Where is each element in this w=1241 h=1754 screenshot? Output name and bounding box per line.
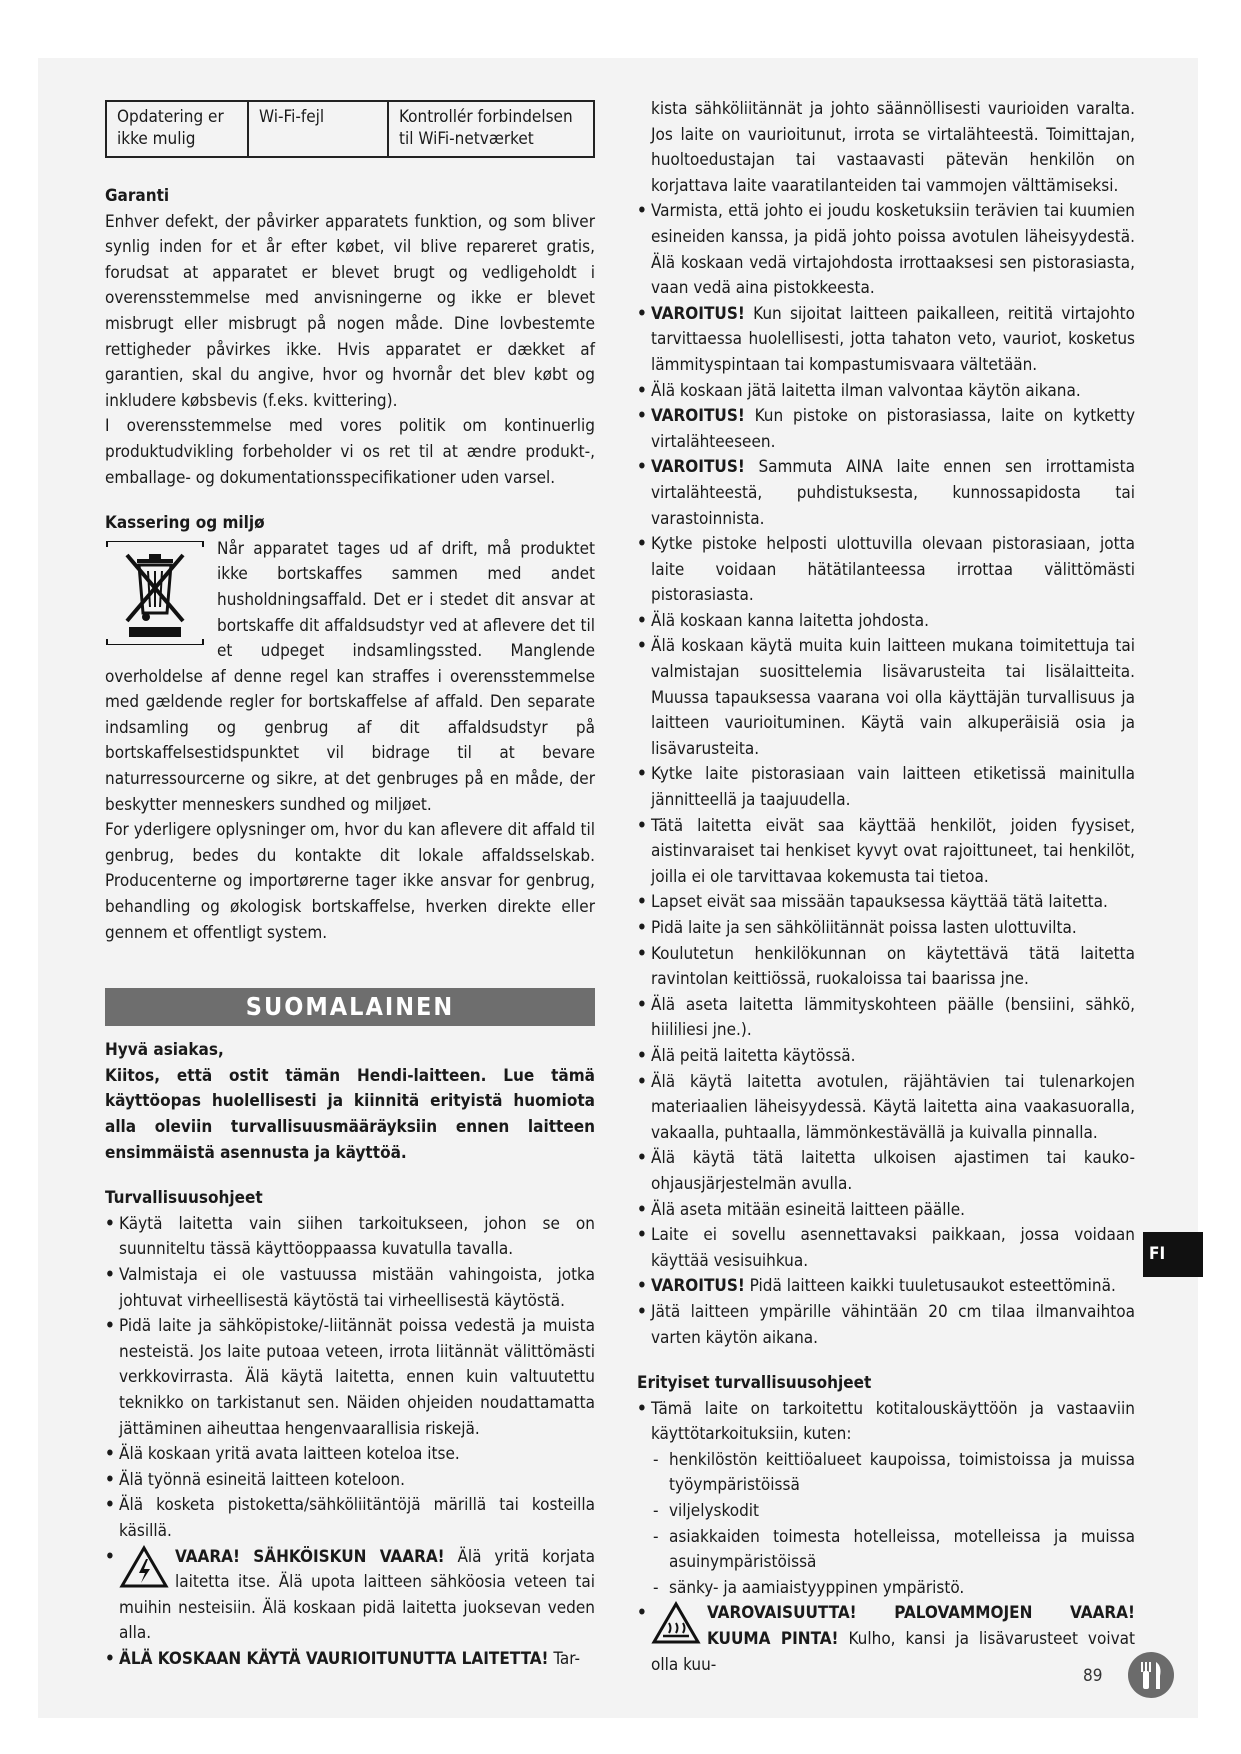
table-row: [106, 101, 594, 157]
burn-warning-text: Kulho, kansi ja lisävarusteet voivat olla kuu-: [651, 1629, 1135, 1675]
list-item: • Älä aseta mitään esineitä laitteen päälle.: [637, 1198, 1135, 1224]
language-tab: FI: [1143, 1232, 1203, 1277]
special-safety-list: [637, 1397, 1135, 1448]
continued-text: kista sähköliitännät ja johto säännöllisesti vaurioiden varalta. Jos laite on vaurioitunut, irrota se virtalähteestä. Toimittajan, huoltoedustajan tai vastaavasti pätevän henkilön on korjattava laite vaaratilanteiden tai vammojen välttämiseksi.: [651, 99, 1135, 196]
damaged-warning-text: Tar-: [548, 1648, 581, 1669]
list-item: • VAROITUS! Sammuta AINA laite ennen sen irrottamista virtalähteestä, puhdistuksesta, kunnossapidosta tai varastoinnista.: [637, 455, 1135, 532]
list-item: [105, 1545, 595, 1647]
list-item: - asiakkaiden toimesta hotelleissa, motelleissa ja muissa asuinympäristöissä: [651, 1525, 1135, 1576]
greeting: Hyvä asiakas,: [105, 1040, 224, 1061]
list-item: • Jätä laitteen ympärille vähintään 20 cm tilaa ilmanvaihtoa varten käytön aikana.: [637, 1300, 1135, 1351]
safety-list-continued: [637, 199, 1135, 1351]
cutlery-logo-icon: [1128, 1652, 1174, 1698]
list-item: • Pidä laite ja sähköpistoke/-liitännät poissa vedestä ja muista nesteistä. Jos laite putoaa veteen, irrota liitännät välittömästi verkkovirrasta. Älä käytä laitetta, ennen kuin valtuutettu teknikko on tarkistanut sen. Näiden ohjeiden noudattamatta jättäminen aiheuttaa hengenvaarallisia riskejä.: [105, 1314, 595, 1442]
usage-list: [637, 1448, 1135, 1602]
list-item: • Älä kosketa pistoketta/sähköliitäntöjä märillä tai kosteilla käsillä.: [105, 1493, 595, 1544]
list-item: • Käytä laitetta vain siihen tarkoitukseen, johon se on suunniteltu tässä käyttöoppaassa kuvatulla tavalla.: [105, 1212, 595, 1263]
disposal-heading: Kassering og miljø: [105, 513, 265, 534]
language-banner: SUOMALAINEN: [105, 988, 595, 1026]
list-item: • Varmista, että johto ei joudu kosketuksiin terävien tai kuumien esineiden kanssa, ja pidä johto poissa avotulen läheisyydestä. Älä koskaan vedä virtajohdosta irrottaaksesi sen pistorasiasta, vaan vedä aina pistokkeesta.: [637, 199, 1135, 301]
list-item: • VAROITUS! Kun pistoke on pistorasiassa, laite on kytketty virtalähteeseen.: [637, 404, 1135, 455]
list-item: • VAROITUS! Kun sijoitat laitteen paikalleen, reititä virtajohto tarvittaessa huolellisesti, jotta tahaton veto, vauriot, kosketus lämmityspintaan tai kompastumisvaara vältetään.: [637, 302, 1135, 379]
warranty-heading: Garanti: [105, 186, 170, 206]
list-item: - henkilöstön keittiöalueet kaupoissa, toimistoissa ja muissa työympäristöissä: [651, 1448, 1135, 1499]
list-item: • VAROITUS! Pidä laitteen kaikki tuuletusaukot esteettöminä.: [637, 1274, 1135, 1300]
table-cell: Wi-Fi-fejl: [248, 101, 388, 157]
list-item: [105, 1647, 595, 1673]
warranty-paragraph: Enhver defekt, der påvirker apparatets funktion, og som bliver synlig inden for et år efter købet, vil blive repareret gratis, forudsat at apparatet er blevet brugt og vedligeholdt i overensstemmelse med anvisningerne og ikke er blevet misbrugt eller misbrugt på nogen måde. Dine lovbestemte rettigheder påvirkes ikke. Hvis apparatet er dækket af garantien, skal du angive, hvor og hvornår det blev købt og inkludere købsbevis (f.eks. kvittering).: [105, 211, 595, 411]
list-item: • Älä käytä tätä laitetta ulkoisen ajastimen tai kauko-ohjausjärjestelmän avulla.: [637, 1146, 1135, 1197]
troubleshooting-table: [105, 100, 595, 158]
weee-bin-icon: [105, 541, 205, 645]
burn-warning-label: VAROVAISUUTTA! PALOVAMMOJEN VAARA! KUUMA PINTA!: [707, 1603, 1135, 1650]
shock-warning-text: Älä yritä korjata laitetta itse. Älä upota laitteen sähköosia veteen tai muihin nesteisiin. Älä koskaan pidä laitetta juoksevan veden alla.: [119, 1546, 595, 1644]
list-item: • Älä käytä laitetta avotulen, räjähtävien tai tulenarkojen materiaalien läheisyydessä. Käytä laitetta aina vaakasuoralla, vakaalla, puhtaalla, lämmönkestävällä ja kuivalla pinnalla.: [637, 1070, 1135, 1147]
special-safety-heading: Erityiset turvallisuusohjeet: [637, 1373, 872, 1394]
burn-warning: [637, 1601, 1135, 1678]
damaged-warning-label: ÄLÄ KOSKAAN KÄYTÄ VAURIOITUNUTTA LAITETTA!: [119, 1648, 549, 1669]
table-cell: Kontrollér forbindelsen til WiFi-netværket: [388, 101, 594, 157]
list-item: • Tämä laite on tarkoitettu kotitalouskäyttöön ja vastaaviin käyttötarkoituksiin, kuten:: [637, 1397, 1135, 1448]
shock-warning-label: VAARA! SÄHKÖISKUN VAARA!: [175, 1546, 445, 1567]
page-number: 89: [1083, 1666, 1103, 1686]
list-item: • Kytke pistoke helposti ulottuvilla olevaan pistorasiaan, jotta laite voidaan hätätilanteessa irrottaa välittömästi pistorasiasta.: [637, 532, 1135, 609]
list-item: • Tätä laitetta eivät saa käyttää henkilöt, joiden fyysiset, aistinvaraiset tai henkiset kyvyt ovat rajoittuneet, tai henkilöt, joilla ei ole tarvittavaa kokemusta tai tietoa.: [637, 814, 1135, 891]
list-item: - viljelyskodit: [651, 1499, 1135, 1525]
list-item: • Valmistaja ei ole vastuussa mistään vahingoista, jotka johtuvat virheellisestä käytöstä tai virheellisestä käytöstä.: [105, 1263, 595, 1314]
list-item: • Älä työnnä esineitä laitteen koteloon.: [105, 1468, 595, 1494]
intro-text: Kiitos, että ostit tämän Hendi-laitteen. Lue tämä käyttöopas huolellisesti ja kiinnitä erityistä huomiota alla oleviin turvallisuusmääräyksiin ennen laitteen ensimmäistä asennusta ja käyttöä.: [105, 1065, 595, 1163]
table-cell: Opdatering er ikke mulig: [106, 101, 248, 157]
electric-shock-warning-icon: [119, 1545, 169, 1589]
hot-surface-warning-icon: [651, 1601, 701, 1645]
disposal-paragraph: For yderligere oplysninger om, hvor du kan aflevere dit affald til genbrug, bedes du kontakte dit lokale affaldsselskab. Producenterne og importørerne tager ikke ansvar for genbrug, behandling og økologisk bortskaffelse, hverken direkte eller gennem et offentligt system.: [105, 820, 595, 943]
list-item: • Älä aseta laitetta lämmityskohteen päälle (bensiini, sähkö, hiililiesi jne.).: [637, 993, 1135, 1044]
right-column: [637, 97, 1135, 1678]
safety-list: [105, 1212, 595, 1673]
list-item: • Älä koskaan kanna laitetta johdosta.: [637, 609, 1135, 635]
list-item: • Laite ei sovellu asennettavaksi paikkaan, jossa voidaan käyttää vesisuihkua.: [637, 1223, 1135, 1274]
disposal-paragraph: Når apparatet tages ud af drift, må produktet ikke bortskaffes sammen med andet husholdningsaffald. Det er i stedet dit ansvar at bortskaffe dit affaldsudstyr ved at aflevere det til et udpeget indsamlingssted. Manglende overholdelse af denne regel kan straffes i overensstemmelse med gældende regler for bortskaffelse af affald. Den separate indsamling og genbrug af dit affaldsudstyr på bortskaffelsestidspunktet vil bidrage til at bevare naturressourcerne og sikre, at det genbruges på en måde, der beskytter menneskers sundhed og miljøet.: [105, 538, 595, 815]
safety-heading: Turvallisuusohjeet: [105, 1188, 263, 1209]
list-item: • Älä peitä laitetta käytössä.: [637, 1044, 1135, 1070]
list-item: • Pidä laite ja sen sähköliitännät poissa lasten ulottuvilta.: [637, 916, 1135, 942]
warranty-paragraph: I overensstemmelse med vores politik om kontinuerlig produktudvikling forbeholder vi os ret til at ændre produkt-, emballage- og dokumentationsspecifikationer uden varsel.: [105, 416, 595, 488]
list-item: • Älä koskaan yritä avata laitteen koteloa itse.: [105, 1442, 595, 1468]
list-item: - sänky- ja aamiaistyyppinen ympäristö.: [651, 1576, 1135, 1602]
list-item: • Älä koskaan jätä laitetta ilman valvontaa käytön aikana.: [637, 379, 1135, 405]
list-item: • Älä koskaan käytä muita kuin laitteen mukana toimitettuja tai valmistajan suosittelemia lisävarusteita tai lisälaitteita. Muussa tapauksessa vaarana voi olla käyttäjän turvallisuus ja laitteen vaurioituminen. Käytä vain alkuperäisiä osia ja lisävarusteita.: [637, 634, 1135, 762]
left-column: [105, 100, 595, 1672]
list-item: • Koulutetun henkilökunnan on käytettävä tätä laitetta ravintolan keittiössä, ruokaloissa tai baarissa jne.: [637, 942, 1135, 993]
list-item: [637, 1601, 1135, 1678]
list-item: • Kytke laite pistorasiaan vain laitteen etiketissä mainitulla jännitteellä ja taajuudella.: [637, 762, 1135, 813]
list-item: • Lapset eivät saa missään tapauksessa käyttää tätä laitetta.: [637, 890, 1135, 916]
